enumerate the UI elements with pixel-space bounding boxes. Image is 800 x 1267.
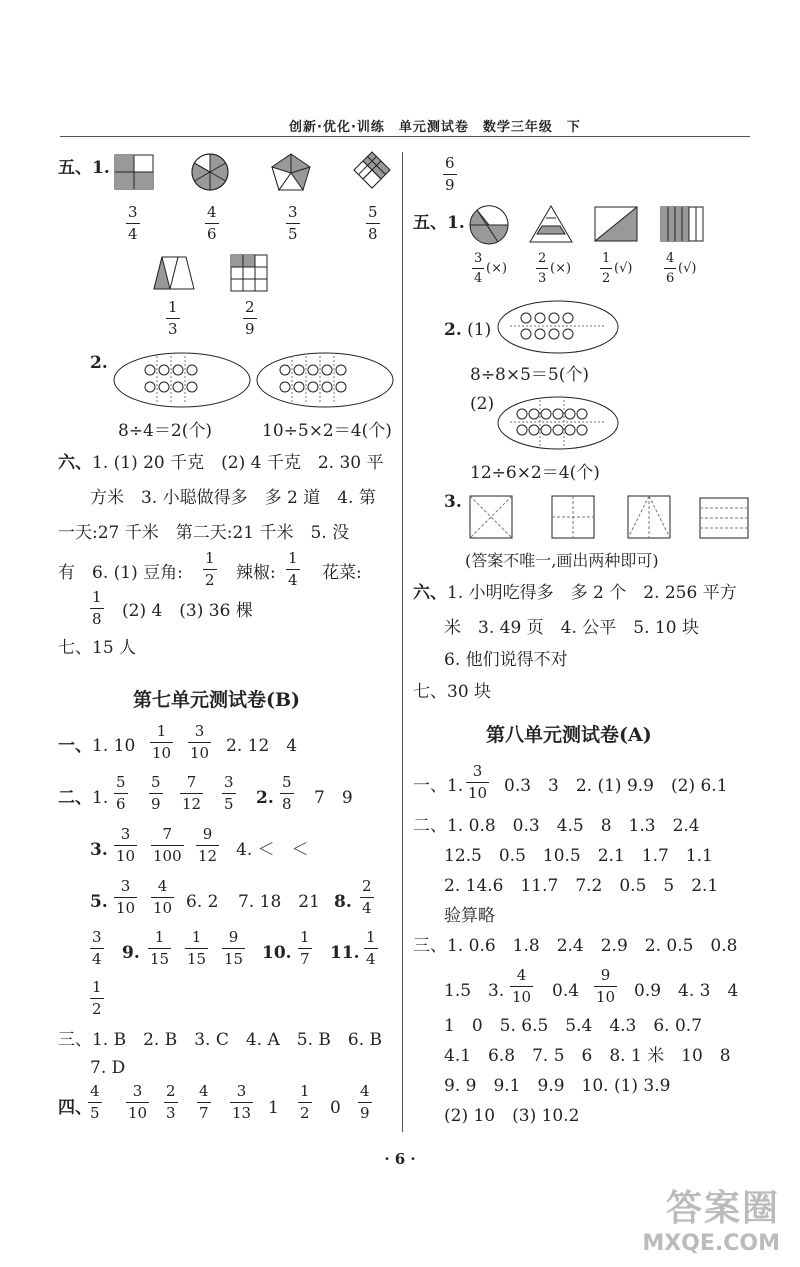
fraction: 9 10: [596, 966, 616, 1006]
section-qi: 七、30 块: [413, 682, 492, 702]
mark: (×): [486, 261, 508, 276]
fraction: 3 10: [116, 877, 136, 917]
fraction: 6 9: [445, 154, 455, 194]
diamond-eighths-figure: [352, 150, 392, 190]
item-label: 9.: [122, 943, 140, 963]
item-label: 11.: [330, 943, 360, 963]
fraction: 1 2: [300, 1082, 310, 1122]
circle-sixths-figure: [190, 152, 230, 192]
item-label: 2.: [90, 353, 108, 373]
fraction: 1 15: [150, 928, 170, 968]
item-label: 2. (1): [444, 320, 492, 340]
item-label: 2.: [256, 788, 274, 808]
fraction: 1 7: [300, 928, 310, 968]
section-qi: 七、15 人: [58, 638, 137, 658]
fraction: 1 2: [92, 978, 102, 1018]
answer-line: 辣椒:: [236, 563, 276, 583]
answer-line: 12.5 0.5 10.5 2.1 1.7 1.1: [444, 846, 713, 866]
answer-line: 2. 14.6 11.7 7.2 0.5 5 2.1: [444, 876, 719, 896]
fraction: 2 3: [538, 251, 547, 286]
fraction: 1 2: [602, 251, 611, 286]
square-stripes-figure: [698, 496, 750, 540]
answer-line: 6. 他们说得不对: [444, 650, 568, 670]
fraction: 1 4: [366, 928, 376, 968]
answer-line: 7. 18 21: [238, 892, 320, 912]
mark: (×): [550, 261, 572, 276]
section-si-label: 四、: [58, 1098, 92, 1118]
equation: 10÷5×2＝4(个): [262, 421, 392, 441]
answer-line: 4.1 6.8 7. 5 6 8. 1 米 10 8: [444, 1046, 731, 1066]
fraction: 3 10: [468, 762, 488, 802]
fraction: 3 10: [190, 722, 210, 762]
section-wu-label: 五、1.: [58, 158, 110, 178]
answer-line: 9. 9 9.1 9.9 10. (1) 3.9: [444, 1076, 671, 1096]
answer-line: 验算略: [444, 906, 495, 926]
section-liu-line: 六、1. 小明吃得多 多 2 个 2. 256 平方: [413, 583, 737, 603]
answer-line: 有 6. (1) 豆角:: [58, 563, 183, 583]
grid-ninths-figure: [230, 254, 268, 292]
fraction: 9 12: [198, 825, 218, 865]
equation: 12÷6×2＝4(个): [470, 463, 600, 483]
fraction: 1 2: [205, 549, 215, 589]
answer-line: (2) 4 (3) 36 棵: [122, 601, 253, 621]
fraction: 3 10: [116, 825, 136, 865]
fraction: 2 9: [245, 298, 255, 338]
watermark-line-2: MXQE.COM: [642, 1231, 780, 1256]
fraction: 3 10: [128, 1082, 148, 1122]
answer-line: 一、1.: [413, 776, 464, 796]
fraction: 3 13: [232, 1082, 252, 1122]
note: (答案不唯一,画出两种即可): [465, 551, 659, 570]
fraction: 7 12: [182, 773, 202, 813]
answer-line: 一天:27 千米 第二天:21 千米 5. 没: [58, 523, 350, 543]
answer-line: 二、1. 0.8 0.3 4.5 8 1.3 2.4: [413, 816, 700, 836]
fraction: 4 10: [512, 966, 532, 1006]
fraction: 4 6: [207, 203, 217, 243]
equation: 8÷4＝2(个): [118, 421, 212, 441]
answer-line: 6. 2: [186, 892, 219, 912]
fraction: 4 7: [199, 1082, 209, 1122]
mark: (√): [614, 261, 633, 276]
fraction: 3 5: [224, 773, 234, 813]
watermark-line-1: 答案圈: [665, 1188, 780, 1229]
answer-line: 1.5 3.: [444, 981, 505, 1001]
answer-line: 7. D: [90, 1058, 126, 1078]
fraction: 1 4: [288, 549, 298, 589]
circle-shaded-figure: [468, 204, 510, 246]
item-label: 3.: [90, 840, 108, 860]
item-label: 10.: [262, 943, 292, 963]
equation: 8÷8×5＝5(个): [470, 365, 590, 385]
answer-line: 方米 3. 小聪做得多 多 2 道 4. 第: [90, 488, 376, 508]
pentagon-fifths-figure: [270, 152, 312, 192]
groups-figure-2: [496, 394, 620, 452]
answer-line: 0.3 3 2. (1) 9.9 (2) 6.1: [504, 776, 728, 796]
answer-line: 1 0 5. 6.5 5.4 4.3 6. 0.7: [444, 1016, 703, 1036]
fraction: 3 5: [288, 203, 298, 243]
fraction: 1 3: [168, 298, 178, 338]
answer-line: 二、1.: [58, 788, 109, 808]
fraction: 5 8: [282, 773, 292, 813]
answer-line: 花菜:: [322, 563, 362, 583]
item-label: 8.: [334, 892, 352, 912]
answer-value: 1: [268, 1098, 279, 1118]
fraction: 1 8: [92, 588, 102, 628]
fraction: 1 10: [152, 722, 172, 762]
column-divider: [402, 152, 403, 1132]
item-label: (2): [470, 394, 495, 414]
answer-line: 三、1. 0.6 1.8 2.4 2.9 2. 0.5 0.8: [413, 936, 738, 956]
trapezoid-thirds-figure: [152, 255, 196, 291]
section-liu-line: 六、1. (1) 20 千克 (2) 4 千克 2. 30 平: [58, 453, 384, 473]
item-label: 3.: [444, 492, 462, 512]
unit7b-title: 第七单元测试卷(B): [133, 689, 301, 711]
fraction: 9 15: [224, 928, 244, 968]
fraction: 5 9: [151, 773, 161, 813]
answer-line: 4. ＜ ＜: [236, 840, 309, 860]
answer-line: 0.9 4. 3 4: [634, 981, 739, 1001]
apples-groups-figure-1: [112, 350, 252, 410]
rectangle-columns-figure: [660, 206, 704, 242]
unit8a-title: 第八单元测试卷(A): [486, 724, 652, 746]
mark: (√): [678, 261, 697, 276]
fraction: 4 5: [90, 1082, 100, 1122]
page-header: 创新·优化·训练 单元测试卷 数学三年级 下: [289, 120, 581, 135]
square-x-figure: [468, 494, 514, 540]
fraction: 2 3: [166, 1082, 176, 1122]
triangle-stripes-figure: [528, 204, 574, 244]
section-wu-label: 五、1.: [413, 213, 465, 233]
fraction: 4 10: [153, 877, 173, 917]
answer-line: 一、1. 10: [58, 736, 136, 756]
answer-line: 0.4: [552, 981, 580, 1001]
answer-line: 7 9: [314, 788, 353, 808]
answer-line: 三、1. B 2. B 3. C 4. A 5. B 6. B: [58, 1030, 382, 1050]
groups-figure-1: [496, 298, 620, 356]
square-quarters-figure: [114, 154, 154, 190]
fraction: 4 9: [360, 1082, 370, 1122]
page-number: · 6 ·: [384, 1150, 416, 1168]
answer-line: 2. 12 4: [226, 736, 298, 756]
fraction: 5 6: [116, 773, 126, 813]
apples-groups-figure-2: [255, 350, 395, 410]
answer-line: (2) 10 (3) 10.2: [444, 1106, 580, 1126]
fraction: 3 4: [92, 928, 102, 968]
rectangle-diagonal-figure: [594, 206, 638, 242]
fraction: 5 8: [368, 203, 378, 243]
fraction: 3 4: [128, 203, 138, 243]
fraction: 4 6: [666, 251, 675, 286]
item-label: 5.: [90, 892, 108, 912]
fraction: 3 4: [474, 251, 483, 286]
answer-value: 0: [330, 1098, 341, 1118]
header-rule: [60, 136, 750, 137]
watermark: [642, 1180, 780, 1256]
fraction: 2 4: [362, 877, 372, 917]
fraction: 1 15: [187, 928, 207, 968]
fraction: 7 100: [153, 825, 182, 865]
square-cross-figure: [550, 494, 596, 540]
answer-line: 米 3. 49 页 4. 公平 5. 10 块: [444, 618, 699, 638]
square-triangle-figure: [626, 494, 672, 540]
